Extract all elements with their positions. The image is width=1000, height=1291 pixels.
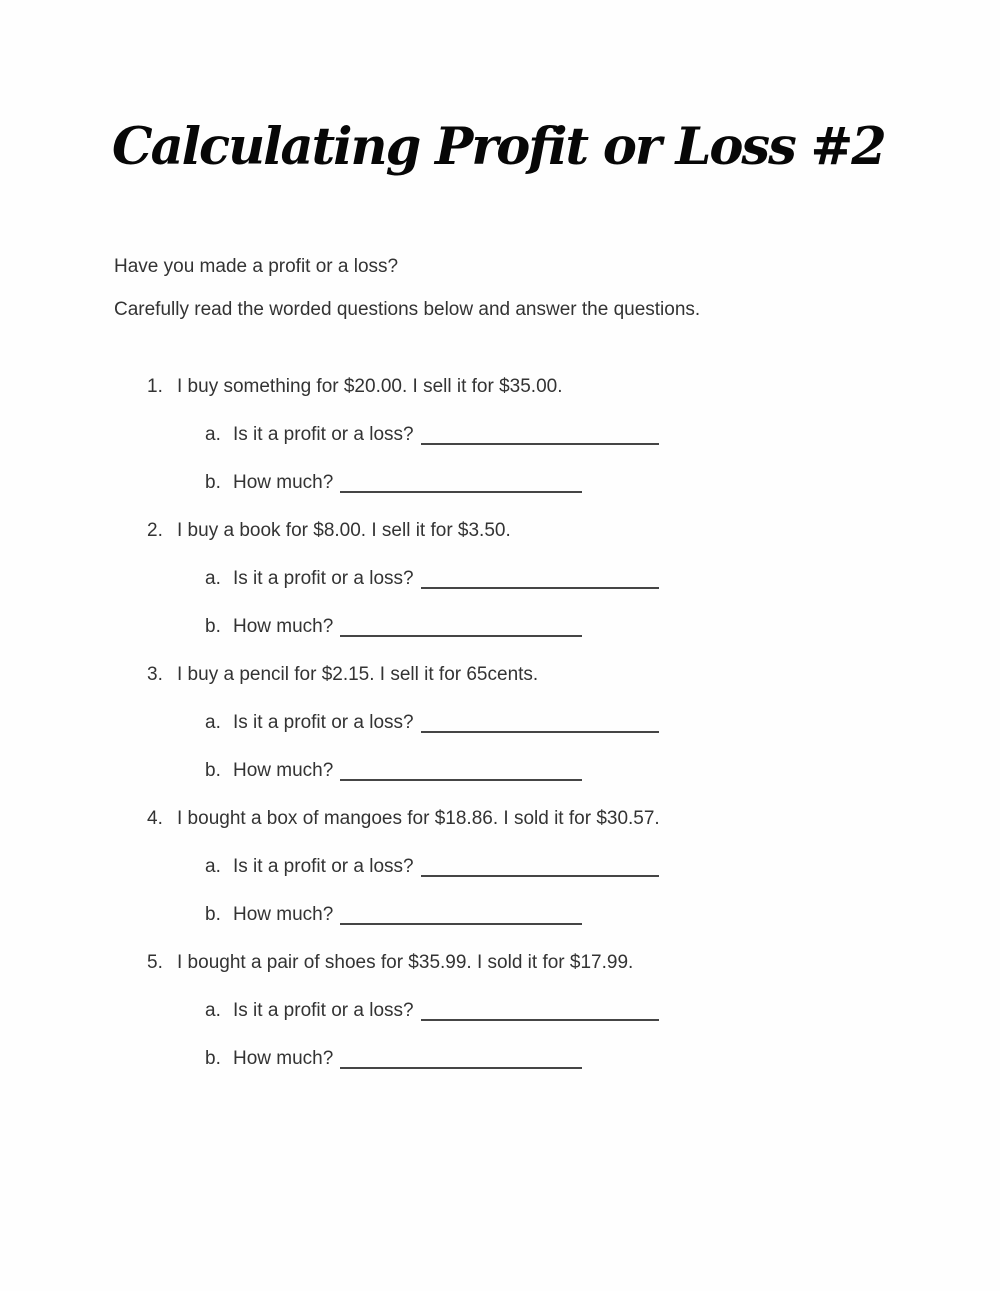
subquestion-label: a.: [205, 711, 221, 733]
subquestion-prompt: Is it a profit or a loss?: [233, 999, 414, 1021]
question-number: 2.: [147, 519, 163, 541]
question-item: [0, 806, 1000, 927]
subquestion-a: [0, 422, 1000, 447]
question-number: 1.: [147, 375, 163, 397]
subquestion-label: a.: [205, 855, 221, 877]
question-item: [0, 662, 1000, 783]
question-text: I bought a box of mangoes for $18.86. I sold it for $30.57.: [177, 807, 660, 829]
subquestion-label: a.: [205, 999, 221, 1021]
subquestion-label: b.: [205, 759, 221, 781]
question-line: [0, 518, 1000, 543]
question-number: 3.: [147, 663, 163, 685]
question-line: [0, 950, 1000, 975]
question-number: 5.: [147, 951, 163, 973]
intro-question: Have you made a profit or a loss?: [114, 255, 399, 277]
subquestion-a: [0, 854, 1000, 879]
question-text: I buy a book for $8.00. I sell it for $3.50.: [177, 519, 511, 541]
answer-blank-line: [340, 923, 582, 925]
question-item: [0, 374, 1000, 495]
subquestion-a: [0, 566, 1000, 591]
subquestion-prompt: Is it a profit or a loss?: [233, 711, 414, 733]
subquestion-label: b.: [205, 903, 221, 925]
subquestion-b: [0, 758, 1000, 783]
subquestion-b: [0, 614, 1000, 639]
question-item: [0, 950, 1000, 1071]
question-text: I buy something for $20.00. I sell it for $35.00.: [177, 375, 563, 397]
worksheet-title: Calculating Profit or Loss #2: [112, 117, 885, 177]
answer-blank-line: [421, 587, 659, 589]
question-text: I bought a pair of shoes for $35.99. I sold it for $17.99.: [177, 951, 634, 973]
answer-blank-line: [340, 491, 582, 493]
question-line: [0, 374, 1000, 399]
subquestion-prompt: How much?: [233, 759, 334, 781]
subquestion-prompt: Is it a profit or a loss?: [233, 855, 414, 877]
subquestion-prompt: How much?: [233, 903, 334, 925]
answer-blank-line: [340, 779, 582, 781]
subquestion-prompt: Is it a profit or a loss?: [233, 423, 414, 445]
answer-blank-line: [421, 1019, 659, 1021]
subquestion-b: [0, 902, 1000, 927]
answer-blank-line: [340, 1067, 582, 1069]
subquestion-prompt: How much?: [233, 471, 334, 493]
answer-blank-line: [421, 731, 659, 733]
subquestion-b: [0, 1046, 1000, 1071]
subquestion-label: b.: [205, 1047, 221, 1069]
intro-instructions: Carefully read the worded questions below and answer the questions.: [114, 298, 701, 320]
question-item: [0, 518, 1000, 639]
answer-blank-line: [421, 875, 659, 877]
subquestion-prompt: Is it a profit or a loss?: [233, 567, 414, 589]
question-line: [0, 806, 1000, 831]
question-number: 4.: [147, 807, 163, 829]
subquestion-label: b.: [205, 615, 221, 637]
question-text: I buy a pencil for $2.15. I sell it for 65cents.: [177, 663, 539, 685]
answer-blank-line: [340, 635, 582, 637]
subquestion-label: a.: [205, 567, 221, 589]
subquestion-prompt: How much?: [233, 1047, 334, 1069]
subquestion-prompt: How much?: [233, 615, 334, 637]
answer-blank-line: [421, 443, 659, 445]
question-line: [0, 662, 1000, 687]
subquestion-label: a.: [205, 423, 221, 445]
question-list: [0, 374, 1000, 1071]
subquestion-b: [0, 470, 1000, 495]
subquestion-a: [0, 710, 1000, 735]
subquestion-a: [0, 998, 1000, 1023]
subquestion-label: b.: [205, 471, 221, 493]
